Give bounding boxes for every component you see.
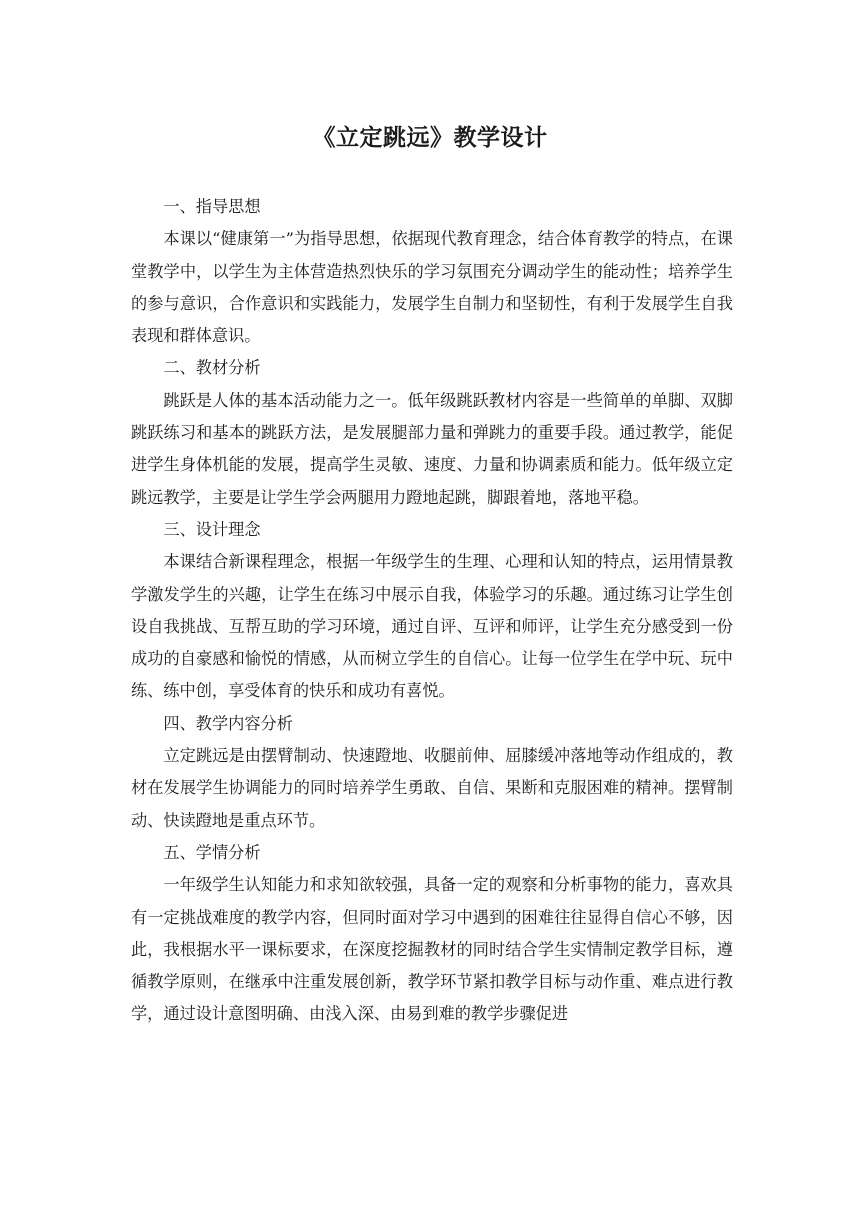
section-paragraph-material-analysis: 跳跃是人体的基本活动能力之一。低年级跳跃教材内容是一些简单的单脚、双脚跳跃练习和基本的跳跃方法，是发展腿部力量和弹跳力的重要手段。通过教学，能促进学生身体机能的发展，提高学生灵敏、速度、力量和协调素质和能力。低年级立定跳远教学，主要是让学生学会两腿用力蹬地起跳，脚跟着地，落地平稳。 bbox=[131, 390, 733, 507]
section-paragraph-guiding-ideology: 本课以“健康第一”为指导思想，依据现代教育理念，结合体育教学的特点，在课堂教学中，以学生为主体营造热烈快乐的学习氛围充分调动学生的能动性；培养学生的参与意识，合作意识和实践能力，发展学生自制力和坚韧性，有利于发展学生自我表现和群体意识。 bbox=[131, 229, 733, 346]
section-heading-material-analysis: 二、教材分析 bbox=[163, 358, 261, 378]
document-body bbox=[131, 191, 733, 1031]
section-paragraph-content-analysis: 立定跳远是由摆臂制动、快速蹬地、收腿前伸、屈膝缓冲落地等动作组成的，教材在发展学生协调能力的同时培养学生勇敢、自信、果断和克服困难的精神。摆臂制动、快读蹬地是重点环节。 bbox=[131, 746, 733, 830]
section-heading-guiding-ideology: 一、指导思想 bbox=[163, 197, 261, 216]
section-heading-design-concept: 三、设计理念 bbox=[163, 519, 261, 539]
document-title: 《立定跳远》教学设计 bbox=[312, 124, 548, 151]
section-paragraph-design-concept: 本课结合新课程理念，根据一年级学生的生理、心理和认知的特点，运用情景教学激发学生的兴趣，让学生在练习中展示自我，体验学习的乐趣。通过练习让学生创设自我挑战、互帮互助的学习环境，通过自评、互评和师评，让学生充分感受到一份成功的自豪感和愉悦的情感，从而树立学生的自信心。让每一位学生在学中玩、玩中练、练中创，享受体育的快乐和成功有喜悦。 bbox=[131, 552, 733, 701]
section-paragraph-student-analysis: 一年级学生认知能力和求知欲较强，具备一定的观察和分析事物的能力，喜欢具有一定挑战难度的教学内容，但同时面对学习中遇到的困难往往显得自信心不够，因此，我根据水平一课标要求，在深度挖掘教材的同时结合学生实情制定教学目标，遵循教学原则，在继承中注重发展创新，教学环节紧扣教学目标与动作重、难点进行教学，通过设计意图明确、由浅入深、由易到难的教学步骤促进 bbox=[131, 875, 733, 1024]
section-heading-content-analysis: 四、教学内容分析 bbox=[163, 713, 293, 733]
section-heading-student-analysis: 五、学情分析 bbox=[163, 842, 261, 862]
